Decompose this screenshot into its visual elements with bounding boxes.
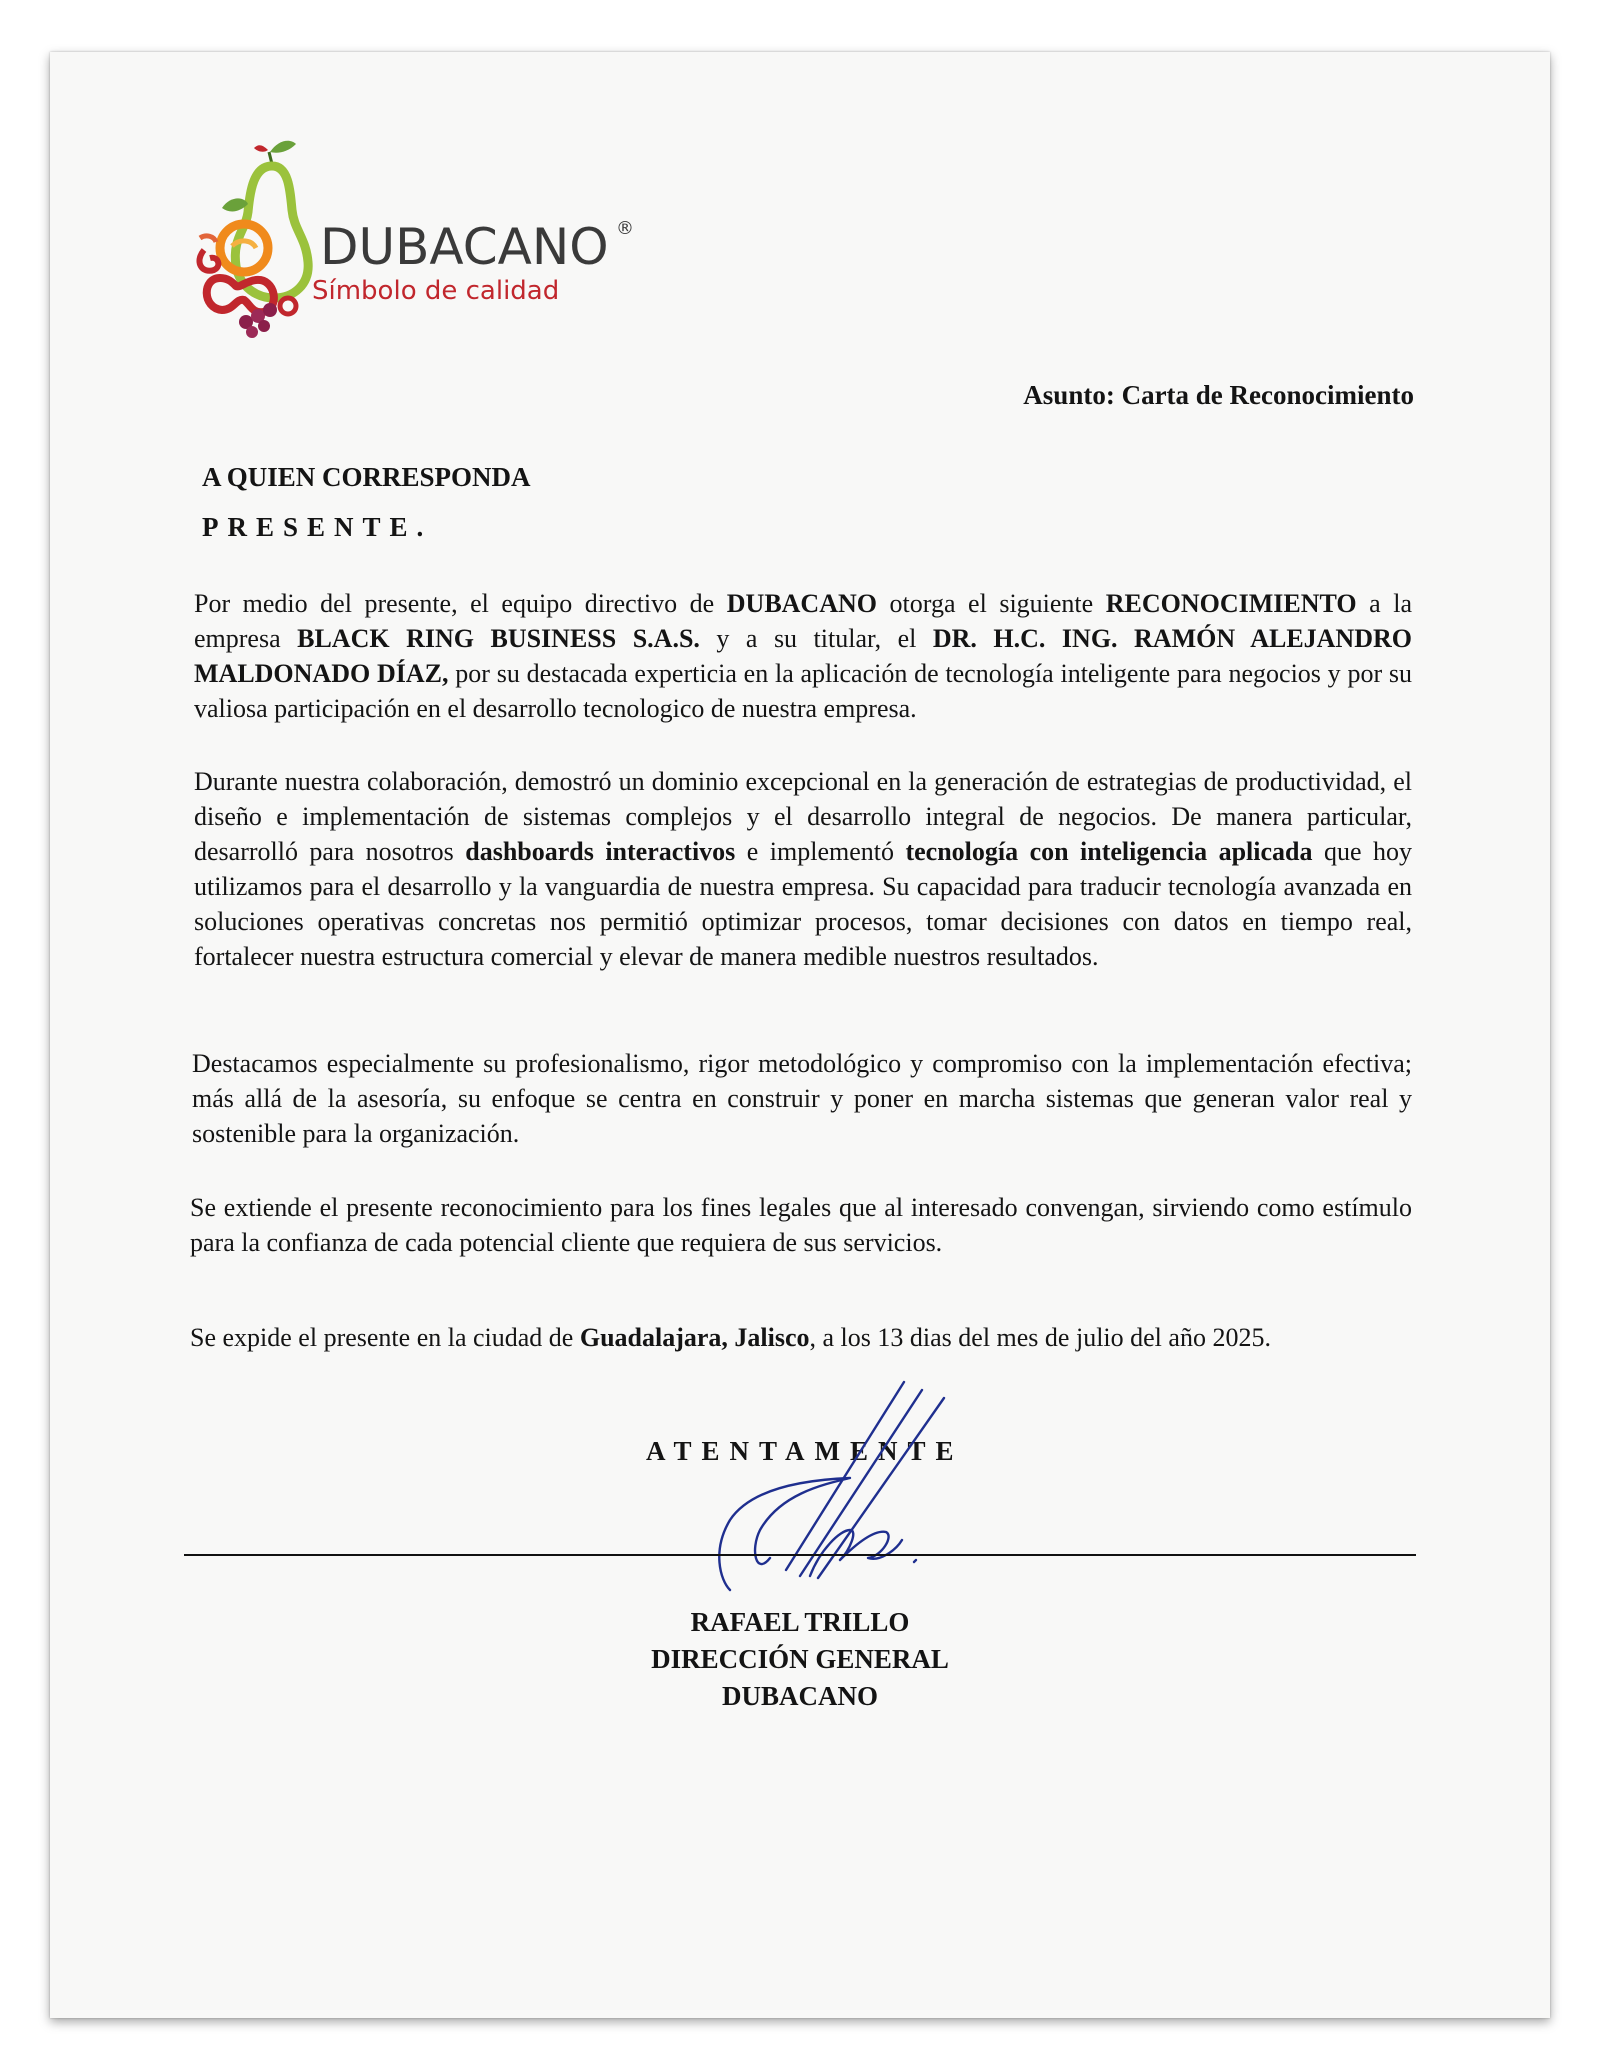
signer-name: RAFAEL TRILLO [690, 1607, 910, 1637]
paragraph-3 [192, 1046, 1412, 1151]
text-run: que hoy utilizamos para el desarrollo y la vanguardia de nuestra empresa. Su capacidad para traducir tecnología avanzada en soluciones operativas concretas nos permitió optimizar procesos, tomar decisiones con datos en tiempo real, fortalecer nuestra estructura comercial y elevar de manera medible nuestros resultados. [194, 837, 1412, 971]
text-run: a la empresa [194, 589, 1413, 653]
bold-text-run: tecnología con inteligencia aplicada [905, 837, 1313, 866]
signer-company: DUBACANO [721, 1681, 878, 1711]
fruit-logo-icon [192, 138, 322, 338]
presente-heading: PRESENTE. [202, 512, 433, 542]
text-run: Se extiende el presente reconocimiento para los fines legales que al interesado convengan, sirviendo como estímulo para la confianza de cada potencial cliente que requiera de sus servicios. [190, 1193, 1412, 1257]
bold-text-run: DUBACANO [726, 589, 877, 618]
paragraph-5 [190, 1320, 1412, 1355]
letter-page [50, 52, 1550, 2018]
bold-text-run: BLACK RING BUSINESS S.A.S. [297, 624, 700, 653]
bold-text-run: Guadalajara, Jalisco [579, 1323, 810, 1352]
text-run: Destacamos especialmente su profesionalismo, rigor metodológico y compromiso con la implementación efectiva; más allá de la asesoría, su enfoque se centra en construir y poner en marcha sistemas que generan valor real y sostenible para la organización. [192, 1049, 1412, 1148]
bold-text-run: DR. H.C. ING. RAMÓN ALEJANDRO MALDONADO DÍAZ, [194, 624, 1412, 688]
handwritten-signature [690, 1380, 990, 1600]
paragraph-1 [194, 586, 1412, 726]
registered-mark: ® [616, 218, 634, 239]
signature-line [184, 1554, 1416, 1556]
bold-text-run: RECONOCIMIENTO [1105, 589, 1357, 618]
text-run: e implementó [735, 837, 906, 866]
signer-position: DIRECCIÓN GENERAL [651, 1644, 949, 1674]
paragraph-2 [194, 764, 1412, 974]
text-run: Por medio del presente, el equipo directivo de [194, 589, 727, 618]
text-run: , a los 13 dias del mes de julio del año 2025. [809, 1323, 1271, 1352]
brand-name: DUBACANO [320, 218, 609, 276]
dubacano-logo [192, 138, 652, 338]
text-run: otorga el siguiente [877, 589, 1106, 618]
bold-text-run: dashboards interactivos [465, 837, 736, 866]
brand-tagline: Símbolo de calidad [312, 276, 560, 306]
subject-line: Asunto: Carta de Reconocimiento [1023, 380, 1414, 410]
closing-text: ATENTAMENTE [646, 1436, 964, 1466]
text-run: y a su titular, el [699, 624, 933, 653]
recipient-heading: A QUIEN CORRESPONDA [202, 462, 531, 492]
text-run: Se expide el presente en la ciudad de [190, 1323, 580, 1352]
text-run: Durante nuestra colaboración, demostró un dominio excepcional en la generación de estrategias de productividad, el diseño e implementación de sistemas complejos y el desarrollo integral de negocios. De manera particular, desarrolló para nosotros [194, 767, 1412, 866]
paragraph-4 [190, 1190, 1412, 1260]
text-run: por su destacada experticia en la aplicación de tecnología inteligente para negocios y por su valiosa participación en el desarrollo tecnologico de nuestra empresa. [194, 659, 1412, 723]
